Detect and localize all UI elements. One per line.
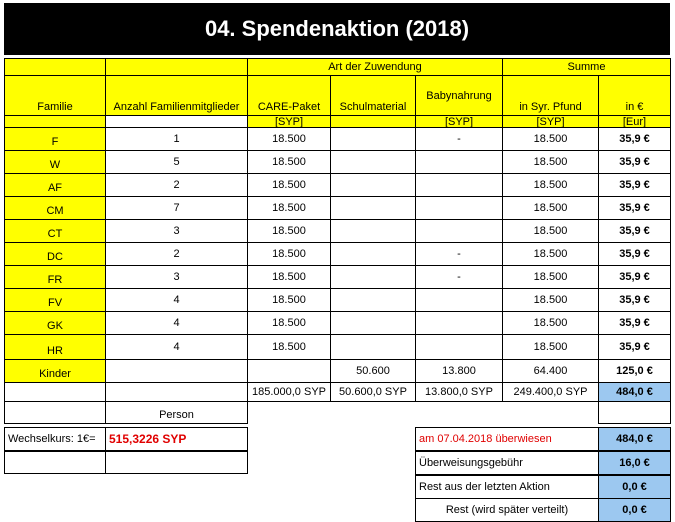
kinder-label: Kinder bbox=[4, 359, 106, 383]
row-eur: 35,9 € bbox=[598, 219, 671, 243]
row-eur: 35,9 € bbox=[598, 265, 671, 289]
wechselkurs-label: Wechselkurs: 1€= bbox=[4, 427, 106, 451]
row-syp: 18.500 bbox=[502, 288, 599, 312]
row-baby: - bbox=[415, 265, 503, 289]
header-summe: Summe bbox=[502, 58, 671, 76]
row-eur: 35,9 € bbox=[598, 173, 671, 197]
summary-label: am 07.04.2018 überwiesen bbox=[415, 427, 599, 451]
kinder-syp: 64.400 bbox=[502, 359, 599, 383]
row-baby bbox=[415, 150, 503, 174]
row-schul bbox=[330, 127, 416, 151]
summary-value: 0,0 € bbox=[598, 475, 671, 499]
row-anzahl: 2 bbox=[105, 173, 248, 197]
row-anzahl: 4 bbox=[105, 288, 248, 312]
kinder-schul: 50.600 bbox=[330, 359, 416, 383]
summary-label: Rest aus der letzten Aktion bbox=[415, 475, 599, 499]
row-care: 18.500 bbox=[247, 219, 331, 243]
row-syp: 18.500 bbox=[502, 311, 599, 335]
row-baby bbox=[415, 196, 503, 220]
row-syp: 18.500 bbox=[502, 127, 599, 151]
wechselkurs-blank-2 bbox=[105, 451, 248, 474]
person-blank-eur bbox=[598, 401, 671, 424]
totals-schul: 50.600,0 SYP bbox=[330, 382, 416, 402]
row-familie: AF bbox=[4, 173, 106, 197]
row-schul bbox=[330, 311, 416, 335]
row-familie: F bbox=[4, 127, 106, 151]
row-care: 18.500 bbox=[247, 311, 331, 335]
person-blank bbox=[4, 401, 106, 424]
row-anzahl: 2 bbox=[105, 242, 248, 266]
row-syp: 18.500 bbox=[502, 265, 599, 289]
row-syp: 18.500 bbox=[502, 334, 599, 360]
row-care: 18.500 bbox=[247, 173, 331, 197]
row-schul bbox=[330, 173, 416, 197]
totals-eur: 484,0 € bbox=[598, 382, 671, 402]
row-syp: 18.500 bbox=[502, 173, 599, 197]
summary-label: Rest (wird später verteilt) bbox=[415, 498, 599, 522]
row-eur: 35,9 € bbox=[598, 288, 671, 312]
row-syp: 18.500 bbox=[502, 242, 599, 266]
row-anzahl: 3 bbox=[105, 265, 248, 289]
row-care: 18.500 bbox=[247, 196, 331, 220]
row-baby bbox=[415, 334, 503, 360]
row-schul bbox=[330, 265, 416, 289]
kinder-care bbox=[247, 359, 331, 383]
row-schul bbox=[330, 334, 416, 360]
summary-value: 484,0 € bbox=[598, 427, 671, 451]
row-baby bbox=[415, 288, 503, 312]
row-eur: 35,9 € bbox=[598, 311, 671, 335]
row-anzahl: 7 bbox=[105, 196, 248, 220]
row-schul bbox=[330, 288, 416, 312]
kinder-eur: 125,0 € bbox=[598, 359, 671, 383]
wechselkurs-value: 515,3226 SYP bbox=[105, 427, 248, 451]
unit-baby: [SYP] bbox=[415, 115, 503, 128]
row-anzahl: 4 bbox=[105, 311, 248, 335]
row-anzahl: 3 bbox=[105, 219, 248, 243]
totals-care: 185.000,0 SYP bbox=[247, 382, 331, 402]
row-eur: 35,9 € bbox=[598, 127, 671, 151]
header-care: CARE-Paket bbox=[247, 75, 331, 116]
row-baby bbox=[415, 173, 503, 197]
totals-syp: 249.400,0 SYP bbox=[502, 382, 599, 402]
row-anzahl: 1 bbox=[105, 127, 248, 151]
row-care: 18.500 bbox=[247, 288, 331, 312]
row-anzahl: 5 bbox=[105, 150, 248, 174]
row-baby bbox=[415, 311, 503, 335]
row-familie: FV bbox=[4, 288, 106, 312]
row-care: 18.500 bbox=[247, 150, 331, 174]
row-familie: CM bbox=[4, 196, 106, 220]
row-syp: 18.500 bbox=[502, 150, 599, 174]
row-familie: FR bbox=[4, 265, 106, 289]
kinder-anzahl bbox=[105, 359, 248, 383]
summary-label: Überweisungsgebühr bbox=[415, 451, 599, 475]
row-familie: HR bbox=[4, 334, 106, 360]
row-familie: DC bbox=[4, 242, 106, 266]
header-blank-anzahl bbox=[105, 58, 248, 76]
row-schul bbox=[330, 219, 416, 243]
header-art-der-zuwendung: Art der Zuwendung bbox=[247, 58, 503, 76]
header-babynahrung: Babynahrung bbox=[415, 75, 503, 116]
summary-value: 16,0 € bbox=[598, 451, 671, 475]
totals-blank-familie bbox=[4, 382, 106, 402]
unit-syp: [SYP] bbox=[502, 115, 599, 128]
header-syp: in Syr. Pfund bbox=[502, 75, 599, 116]
unit-care: [SYP] bbox=[247, 115, 331, 128]
wechselkurs-blank-1 bbox=[4, 451, 106, 474]
kinder-baby: 13.800 bbox=[415, 359, 503, 383]
header-blank-familie bbox=[4, 58, 106, 76]
row-baby: - bbox=[415, 242, 503, 266]
header-eur: in € bbox=[598, 75, 671, 116]
row-care: 18.500 bbox=[247, 334, 331, 360]
row-eur: 35,9 € bbox=[598, 150, 671, 174]
row-familie: W bbox=[4, 150, 106, 174]
person-label: Person bbox=[105, 401, 248, 424]
row-syp: 18.500 bbox=[502, 196, 599, 220]
row-schul bbox=[330, 150, 416, 174]
header-anzahl: Anzahl Familienmitglieder bbox=[105, 75, 248, 116]
header-schulmaterial: Schulmaterial bbox=[330, 75, 416, 116]
unit-eur: [Eur] bbox=[598, 115, 671, 128]
row-anzahl: 4 bbox=[105, 334, 248, 360]
page-title: 04. Spendenaktion (2018) bbox=[4, 3, 670, 55]
row-care: 18.500 bbox=[247, 127, 331, 151]
row-schul bbox=[330, 242, 416, 266]
row-eur: 35,9 € bbox=[598, 334, 671, 360]
row-baby: - bbox=[415, 127, 503, 151]
totals-blank-anzahl bbox=[105, 382, 248, 402]
row-eur: 35,9 € bbox=[598, 242, 671, 266]
totals-baby: 13.800,0 SYP bbox=[415, 382, 503, 402]
row-familie: GK bbox=[4, 311, 106, 335]
row-care: 18.500 bbox=[247, 265, 331, 289]
row-syp: 18.500 bbox=[502, 219, 599, 243]
row-familie: CT bbox=[4, 219, 106, 243]
row-eur: 35,9 € bbox=[598, 196, 671, 220]
header-familie: Familie bbox=[4, 75, 106, 116]
row-care: 18.500 bbox=[247, 242, 331, 266]
row-schul bbox=[330, 196, 416, 220]
summary-value: 0,0 € bbox=[598, 498, 671, 522]
row-baby bbox=[415, 219, 503, 243]
